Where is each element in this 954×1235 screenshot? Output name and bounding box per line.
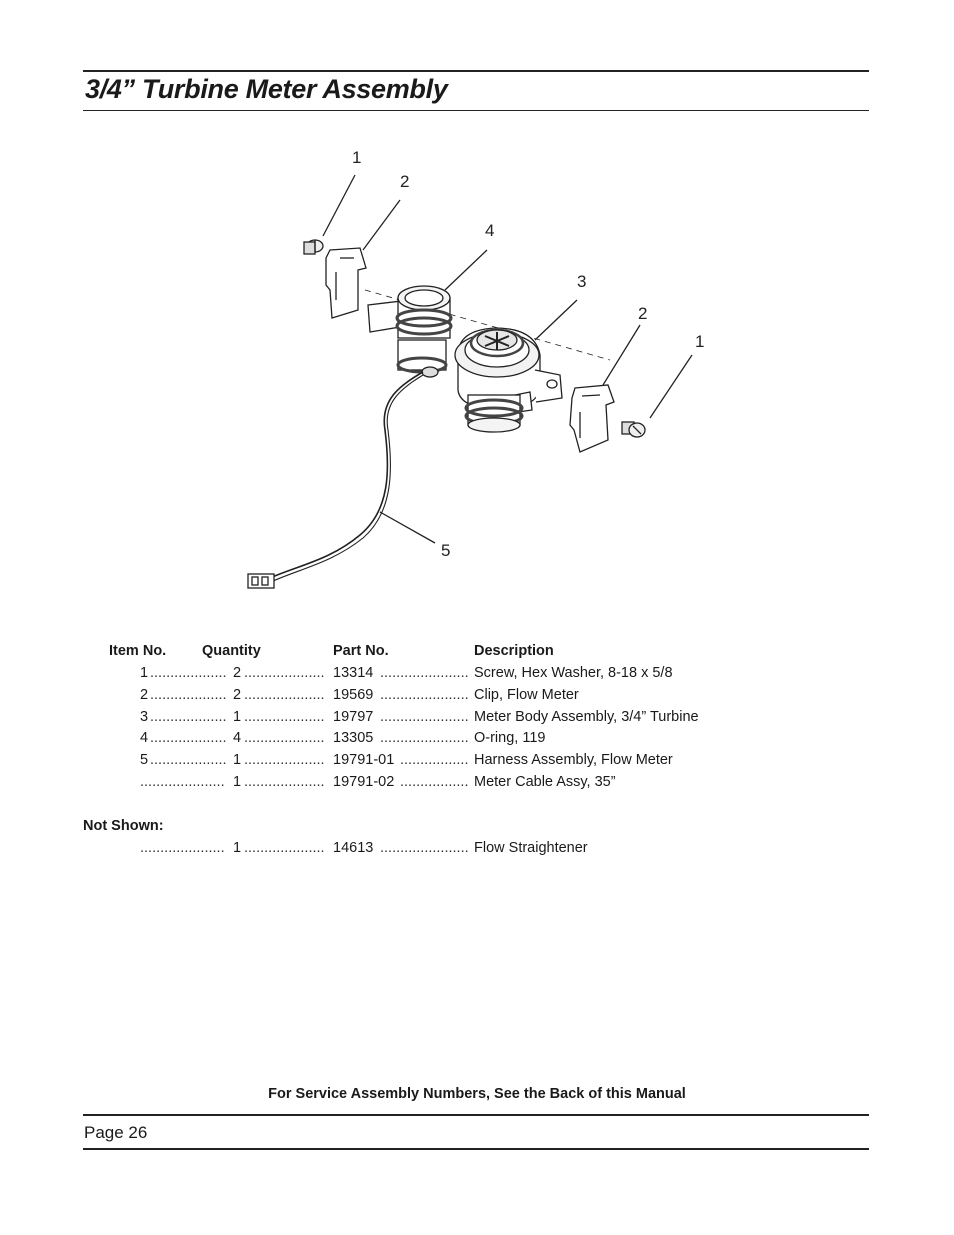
item-no: 5 bbox=[140, 752, 149, 768]
leader-dots: ................. bbox=[400, 752, 469, 768]
description: Meter Cable Assy, 35” bbox=[474, 774, 616, 790]
not-shown-label: Not Shown: bbox=[83, 818, 164, 834]
description: Harness Assembly, Flow Meter bbox=[474, 752, 673, 768]
part-no: 14613 bbox=[333, 840, 374, 856]
leader-dots: .................... bbox=[244, 665, 325, 681]
table-row bbox=[140, 840, 740, 860]
footer-bottom-rule bbox=[83, 1148, 869, 1150]
quantity: 1 bbox=[233, 774, 242, 790]
table-row bbox=[140, 774, 740, 794]
leader-dots: .................... bbox=[244, 774, 325, 790]
leader-dots: .................... bbox=[244, 687, 325, 703]
table-row bbox=[140, 665, 740, 685]
part-no: 13314 bbox=[333, 665, 374, 681]
quantity: 4 bbox=[233, 730, 242, 746]
callout-1-left: 1 bbox=[352, 148, 362, 167]
quantity: 2 bbox=[233, 665, 242, 681]
leader-dots: ...................... bbox=[380, 687, 469, 703]
part-no: 19569 bbox=[333, 687, 374, 703]
exploded-view-drawing bbox=[230, 140, 730, 610]
leader-dots: ................... bbox=[150, 709, 227, 725]
callout-1-right: 1 bbox=[695, 332, 705, 351]
leader-dots: ..................... bbox=[140, 774, 225, 790]
header-part-no: Part No. bbox=[333, 643, 389, 659]
leader-dots: ................. bbox=[400, 774, 469, 790]
description: Screw, Hex Washer, 8-18 x 5/8 bbox=[474, 665, 673, 681]
item-no: 2 bbox=[140, 687, 149, 703]
leader-dots: .................... bbox=[244, 840, 325, 856]
leader-dots: ................... bbox=[150, 665, 227, 681]
description: Clip, Flow Meter bbox=[474, 687, 579, 703]
callout-2-right: 2 bbox=[638, 304, 648, 323]
description: O-ring, 119 bbox=[474, 730, 546, 746]
leader-dots: ...................... bbox=[380, 709, 469, 725]
part-no: 19797 bbox=[333, 709, 374, 725]
callout-4: 4 bbox=[485, 221, 495, 240]
leader-dots: ................... bbox=[150, 687, 227, 703]
table-row bbox=[140, 709, 740, 729]
table-row bbox=[140, 752, 740, 772]
quantity: 1 bbox=[233, 709, 242, 725]
callout-3: 3 bbox=[577, 272, 587, 291]
title-underline bbox=[83, 110, 869, 111]
item-no: 4 bbox=[140, 730, 149, 746]
item-no: 1 bbox=[140, 665, 149, 681]
page-number: Page 26 bbox=[84, 1123, 148, 1142]
callout-5: 5 bbox=[441, 541, 451, 560]
quantity: 1 bbox=[233, 752, 242, 768]
footer-top-rule bbox=[83, 1114, 869, 1116]
item-no: 3 bbox=[140, 709, 149, 725]
leader-dots: ...................... bbox=[380, 730, 469, 746]
part-no: 19791-02 bbox=[333, 774, 395, 790]
part-no: 19791-01 bbox=[333, 752, 395, 768]
header-description: Description bbox=[474, 643, 554, 659]
leader-dots: .................... bbox=[244, 709, 325, 725]
leader-dots: .................... bbox=[244, 752, 325, 768]
description: Flow Straightener bbox=[474, 840, 588, 856]
quantity: 1 bbox=[233, 840, 242, 856]
leader-dots: ...................... bbox=[380, 665, 469, 681]
top-rule bbox=[83, 70, 869, 72]
header-item-no: Item No. bbox=[109, 643, 167, 659]
page-title: 3/4” Turbine Meter Assembly bbox=[85, 74, 448, 104]
leader-dots: ................... bbox=[150, 752, 227, 768]
leader-dots: ..................... bbox=[140, 840, 225, 856]
table-row bbox=[140, 730, 740, 750]
description: Meter Body Assembly, 3/4” Turbine bbox=[474, 709, 699, 725]
service-note: For Service Assembly Numbers, See the Back of this Manual bbox=[268, 1086, 686, 1102]
leader-dots: ...................... bbox=[380, 840, 469, 856]
header-quantity: Quantity bbox=[202, 643, 261, 659]
quantity: 2 bbox=[233, 687, 242, 703]
callout-2-left: 2 bbox=[400, 172, 410, 191]
left-screw bbox=[304, 240, 323, 254]
leader-dots: .................... bbox=[244, 730, 325, 746]
right-screw bbox=[622, 422, 645, 437]
leader-dots: ................... bbox=[150, 730, 227, 746]
table-row bbox=[140, 687, 740, 707]
part-no: 13305 bbox=[333, 730, 374, 746]
